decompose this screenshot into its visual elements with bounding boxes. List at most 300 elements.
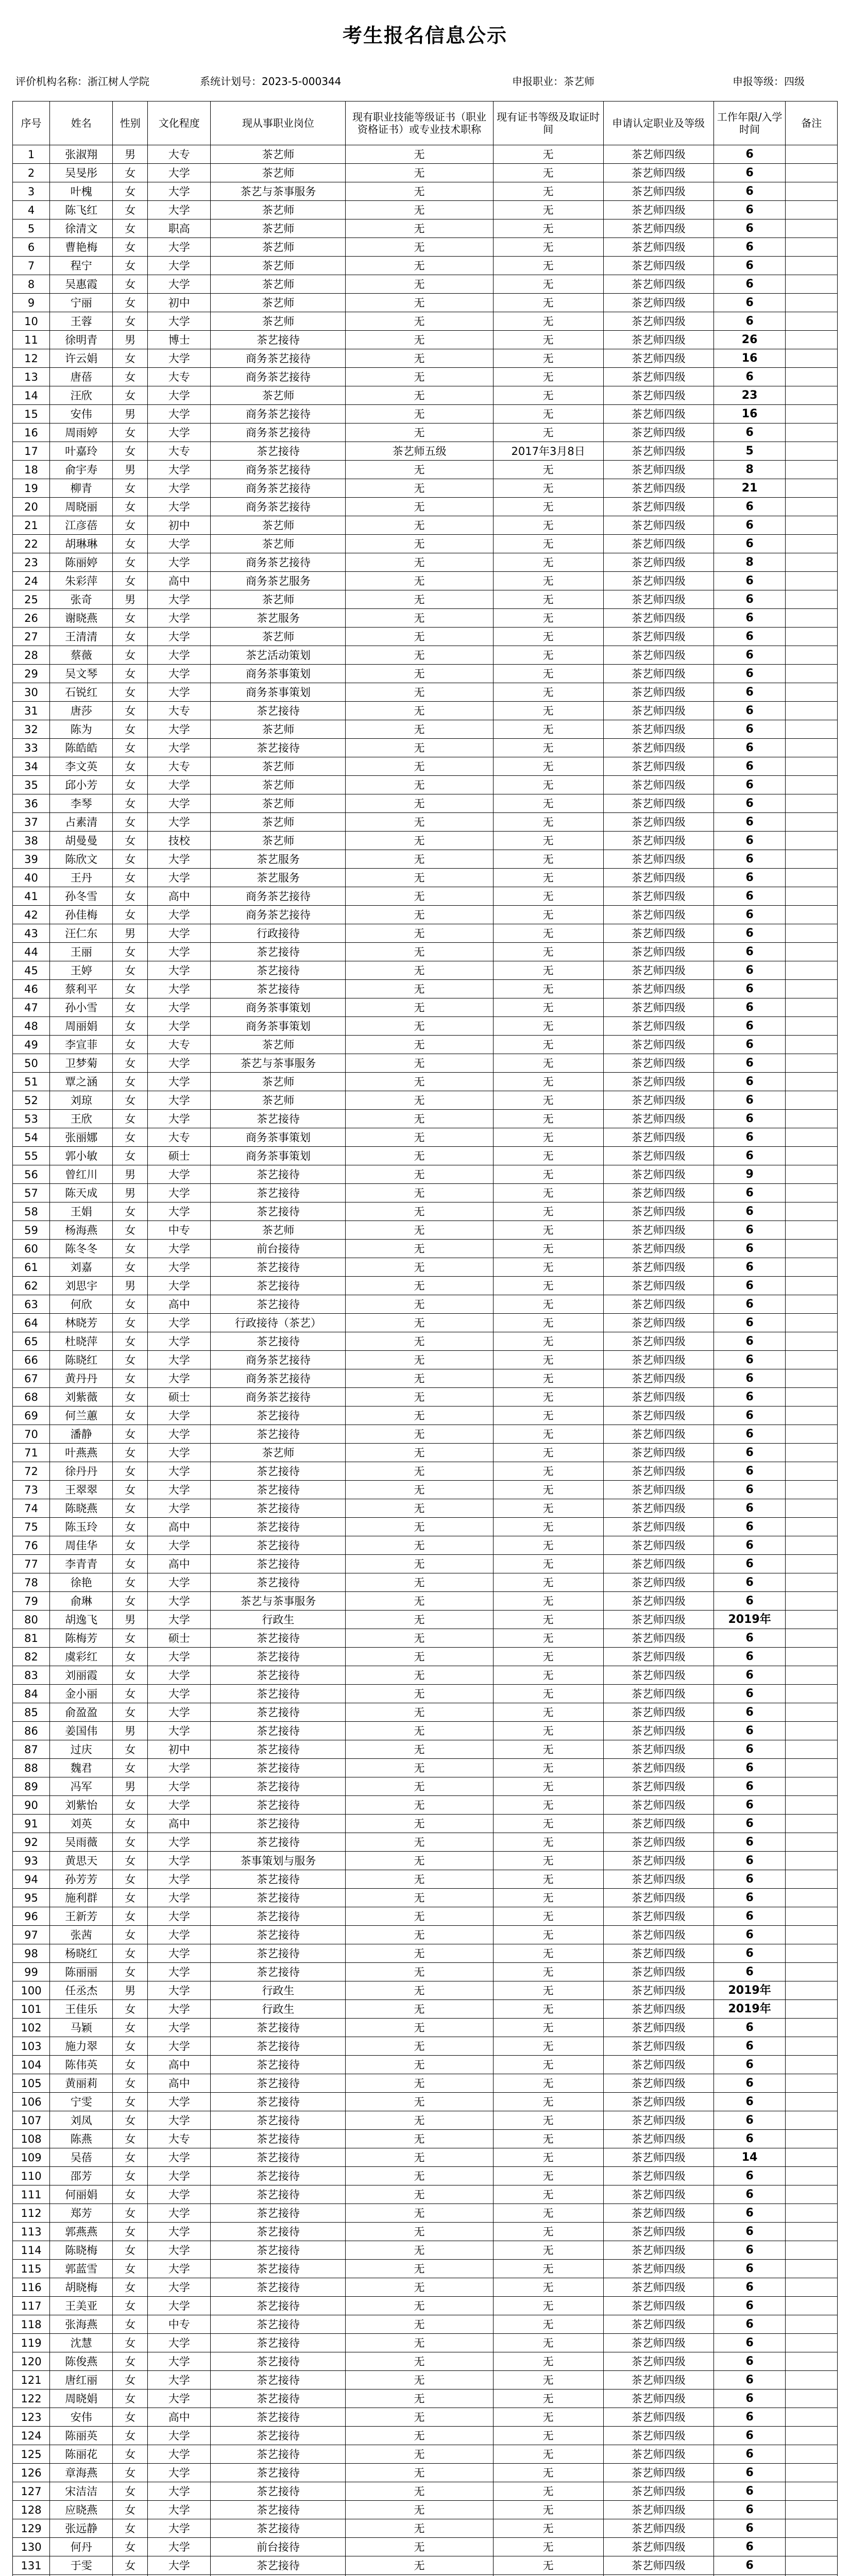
cell-apply-level: 茶艺师四级 bbox=[603, 312, 713, 331]
cell-name: 李宣菲 bbox=[50, 1036, 113, 1054]
cell-gender: 女 bbox=[113, 1314, 148, 1332]
cell-name: 徐丹丹 bbox=[50, 1462, 113, 1481]
cell-index: 41 bbox=[13, 887, 50, 906]
cell-education: 大专 bbox=[148, 757, 211, 776]
cell-remark bbox=[786, 1184, 838, 1202]
cell-education: 大学 bbox=[148, 1870, 211, 1889]
cell-cert-date: 无 bbox=[493, 1703, 603, 1722]
cell-certificate: 无 bbox=[346, 1573, 493, 1592]
table-row bbox=[13, 1277, 838, 1295]
table-row bbox=[13, 386, 838, 405]
cell-remark bbox=[786, 553, 838, 572]
cell-certificate: 无 bbox=[346, 1295, 493, 1314]
cell-years: 6 bbox=[713, 757, 786, 776]
cell-cert-date: 无 bbox=[493, 1666, 603, 1685]
cell-apply-level: 茶艺师四级 bbox=[603, 720, 713, 739]
cell-gender: 女 bbox=[113, 2556, 148, 2575]
cell-gender: 女 bbox=[113, 349, 148, 368]
cell-certificate: 无 bbox=[346, 2371, 493, 2389]
cell-cert-date: 无 bbox=[493, 1036, 603, 1054]
cell-education: 大学 bbox=[148, 498, 211, 516]
table-row bbox=[13, 1332, 838, 1351]
cell-name: 叶燕燕 bbox=[50, 1444, 113, 1462]
cell-years: 6 bbox=[713, 1462, 786, 1481]
cell-index: 116 bbox=[13, 2278, 50, 2297]
cell-index: 127 bbox=[13, 2482, 50, 2501]
cell-index: 81 bbox=[13, 1629, 50, 1648]
cell-education: 高中 bbox=[148, 1518, 211, 1536]
cell-years: 6 bbox=[713, 1963, 786, 1981]
cell-cert-date: 无 bbox=[493, 757, 603, 776]
cell-apply-level: 茶艺师四级 bbox=[603, 386, 713, 405]
cell-gender: 女 bbox=[113, 2519, 148, 2538]
cell-position: 行政生 bbox=[211, 1981, 346, 2000]
cell-index: 79 bbox=[13, 1592, 50, 1611]
cell-remark bbox=[786, 1147, 838, 1165]
cell-years: 6 bbox=[713, 683, 786, 702]
cell-gender: 女 bbox=[113, 1221, 148, 1240]
cell-name: 王蓉 bbox=[50, 312, 113, 331]
cell-position: 茶艺接待 bbox=[211, 1406, 346, 1425]
cell-apply-level: 茶艺师四级 bbox=[603, 238, 713, 257]
cell-education: 大学 bbox=[148, 2501, 211, 2519]
cell-name: 安伟 bbox=[50, 405, 113, 423]
cell-certificate: 无 bbox=[346, 869, 493, 887]
cell-position: 茶艺接待 bbox=[211, 2519, 346, 2538]
cell-cert-date: 无 bbox=[493, 2408, 603, 2427]
cell-position: 商务茶艺接待 bbox=[211, 906, 346, 924]
cell-education: 职高 bbox=[148, 219, 211, 238]
cell-position: 茶艺师 bbox=[211, 386, 346, 405]
cell-index: 76 bbox=[13, 1536, 50, 1555]
table-row bbox=[13, 1926, 838, 1944]
cell-certificate: 无 bbox=[346, 757, 493, 776]
cell-remark bbox=[786, 2093, 838, 2111]
cell-cert-date: 无 bbox=[493, 2389, 603, 2408]
cell-cert-date: 无 bbox=[493, 2167, 603, 2185]
cell-apply-level: 茶艺师四级 bbox=[603, 665, 713, 683]
cell-name: 安伟 bbox=[50, 2408, 113, 2427]
cell-position: 茶艺接待 bbox=[211, 2334, 346, 2352]
cell-years: 6 bbox=[713, 219, 786, 238]
cell-gender: 女 bbox=[113, 2204, 148, 2223]
cell-index: 31 bbox=[13, 702, 50, 720]
cell-years: 6 bbox=[713, 720, 786, 739]
cell-apply-level: 茶艺师四级 bbox=[603, 2093, 713, 2111]
cell-name: 何丽娟 bbox=[50, 2185, 113, 2204]
cell-gender: 女 bbox=[113, 2093, 148, 2111]
cell-name: 于雯 bbox=[50, 2556, 113, 2575]
cell-apply-level: 茶艺师四级 bbox=[603, 2538, 713, 2556]
cell-position: 茶艺接待 bbox=[211, 2260, 346, 2278]
cell-name: 陈欣文 bbox=[50, 850, 113, 869]
cell-certificate: 无 bbox=[346, 2185, 493, 2204]
cell-apply-level: 茶艺师四级 bbox=[603, 1981, 713, 2000]
cell-index: 7 bbox=[13, 257, 50, 275]
cell-name: 王婷 bbox=[50, 961, 113, 980]
cell-index: 114 bbox=[13, 2241, 50, 2260]
cell-gender: 女 bbox=[113, 164, 148, 182]
table-row bbox=[13, 238, 838, 257]
cell-education: 大学 bbox=[148, 2167, 211, 2185]
cell-remark bbox=[786, 1277, 838, 1295]
cell-position: 茶艺接待 bbox=[211, 1462, 346, 1481]
cell-gender: 女 bbox=[113, 906, 148, 924]
cell-remark bbox=[786, 498, 838, 516]
cell-name: 郭蓝雪 bbox=[50, 2260, 113, 2278]
cell-gender: 女 bbox=[113, 386, 148, 405]
cell-cert-date: 无 bbox=[493, 1926, 603, 1944]
cell-remark bbox=[786, 238, 838, 257]
cell-certificate: 无 bbox=[346, 294, 493, 312]
cell-position: 茶艺接待 bbox=[211, 1499, 346, 1518]
cell-name: 蔡利平 bbox=[50, 980, 113, 998]
cell-certificate: 无 bbox=[346, 2167, 493, 2185]
cell-cert-date: 无 bbox=[493, 405, 603, 423]
cell-gender: 男 bbox=[113, 145, 148, 164]
cell-position: 茶艺接待 bbox=[211, 702, 346, 720]
cell-education: 大学 bbox=[148, 1481, 211, 1499]
cell-certificate: 无 bbox=[346, 2297, 493, 2315]
cell-years: 6 bbox=[713, 1685, 786, 1703]
cell-position: 茶艺接待 bbox=[211, 1740, 346, 1759]
cell-position: 茶艺接待 bbox=[211, 2408, 346, 2427]
cell-years: 6 bbox=[713, 257, 786, 275]
cell-certificate: 无 bbox=[346, 1258, 493, 1277]
cell-certificate: 无 bbox=[346, 2093, 493, 2111]
cell-education: 大学 bbox=[148, 164, 211, 182]
cell-apply-level: 茶艺师四级 bbox=[603, 2278, 713, 2297]
cell-gender: 女 bbox=[113, 1202, 148, 1221]
cell-index: 128 bbox=[13, 2501, 50, 2519]
cell-remark bbox=[786, 776, 838, 794]
cell-cert-date: 无 bbox=[493, 2223, 603, 2241]
cell-years: 6 bbox=[713, 312, 786, 331]
cell-remark bbox=[786, 201, 838, 219]
cell-position: 茶艺接待 bbox=[211, 2371, 346, 2389]
cell-apply-level: 茶艺师四级 bbox=[603, 1165, 713, 1184]
cell-remark bbox=[786, 1221, 838, 1240]
table-row bbox=[13, 665, 838, 683]
cell-name: 周晓娟 bbox=[50, 2389, 113, 2408]
cell-certificate: 无 bbox=[346, 479, 493, 498]
cell-cert-date: 无 bbox=[493, 1592, 603, 1611]
cell-name: 过庆 bbox=[50, 1740, 113, 1759]
cell-gender: 女 bbox=[113, 1073, 148, 1091]
cell-position: 茶艺接待 bbox=[211, 2148, 346, 2167]
cell-remark bbox=[786, 1944, 838, 1963]
cell-certificate: 无 bbox=[346, 2334, 493, 2352]
cell-education: 中专 bbox=[148, 1221, 211, 1240]
cell-certificate: 无 bbox=[346, 646, 493, 665]
cell-apply-level: 茶艺师四级 bbox=[603, 2037, 713, 2056]
cell-years: 6 bbox=[713, 2352, 786, 2371]
cell-cert-date: 无 bbox=[493, 164, 603, 182]
cell-certificate: 无 bbox=[346, 1314, 493, 1332]
cell-remark bbox=[786, 739, 838, 757]
cell-certificate: 无 bbox=[346, 1963, 493, 1981]
cell-years: 6 bbox=[713, 2260, 786, 2278]
cell-name: 吴文琴 bbox=[50, 665, 113, 683]
cell-certificate: 无 bbox=[346, 998, 493, 1017]
cell-position: 茶艺接待 bbox=[211, 2389, 346, 2408]
cell-gender: 男 bbox=[113, 590, 148, 609]
cell-apply-level: 茶艺师四级 bbox=[603, 1462, 713, 1481]
cell-gender: 女 bbox=[113, 794, 148, 813]
cell-education: 大学 bbox=[148, 2556, 211, 2575]
cell-cert-date: 无 bbox=[493, 1351, 603, 1369]
table-row bbox=[13, 1481, 838, 1499]
cell-apply-level: 茶艺师四级 bbox=[603, 1518, 713, 1536]
table-row bbox=[13, 2352, 838, 2371]
cell-name: 张丽娜 bbox=[50, 1128, 113, 1147]
cell-name: 吴惠霞 bbox=[50, 275, 113, 294]
cell-education: 大学 bbox=[148, 1777, 211, 1796]
cell-cert-date: 无 bbox=[493, 2241, 603, 2260]
cell-apply-level: 茶艺师四级 bbox=[603, 1944, 713, 1963]
cell-apply-level: 茶艺师四级 bbox=[603, 1444, 713, 1462]
table-row bbox=[13, 1184, 838, 1202]
cell-gender: 女 bbox=[113, 1536, 148, 1555]
cell-education: 大学 bbox=[148, 2111, 211, 2130]
cell-apply-level: 茶艺师四级 bbox=[603, 2556, 713, 2575]
cell-index: 70 bbox=[13, 1425, 50, 1444]
cell-name: 许云娟 bbox=[50, 349, 113, 368]
cell-education: 大学 bbox=[148, 2445, 211, 2464]
col-header-certificate: 现有职业技能等级证书（职业资格证书）或专业技术职称 bbox=[346, 101, 493, 145]
cell-cert-date: 无 bbox=[493, 2037, 603, 2056]
table-row bbox=[13, 2037, 838, 2056]
cell-education: 高中 bbox=[148, 2056, 211, 2074]
cell-apply-level: 茶艺师四级 bbox=[603, 1054, 713, 1073]
cell-education: 硕士 bbox=[148, 1629, 211, 1648]
cell-apply-level: 茶艺师四级 bbox=[603, 1184, 713, 1202]
cell-gender: 男 bbox=[113, 1722, 148, 1740]
cell-certificate: 无 bbox=[346, 2482, 493, 2501]
cell-years: 6 bbox=[713, 998, 786, 1017]
cell-position: 茶艺师 bbox=[211, 590, 346, 609]
table-row bbox=[13, 906, 838, 924]
cell-index: 11 bbox=[13, 331, 50, 349]
cell-education: 大学 bbox=[148, 1073, 211, 1091]
table-row bbox=[13, 794, 838, 813]
cell-position: 茶艺接待 bbox=[211, 2352, 346, 2371]
cell-position: 商务茶艺接待 bbox=[211, 1369, 346, 1388]
cell-certificate: 无 bbox=[346, 1907, 493, 1926]
cell-cert-date: 无 bbox=[493, 1852, 603, 1870]
cell-gender: 女 bbox=[113, 1852, 148, 1870]
cell-name: 孙芳芳 bbox=[50, 1870, 113, 1889]
applicant-table bbox=[12, 101, 838, 2576]
cell-gender: 女 bbox=[113, 1740, 148, 1759]
cell-gender: 男 bbox=[113, 461, 148, 479]
cell-certificate: 无 bbox=[346, 1240, 493, 1258]
cell-certificate: 茶艺师五级 bbox=[346, 442, 493, 461]
cell-apply-level: 茶艺师四级 bbox=[603, 516, 713, 535]
cell-apply-level: 茶艺师四级 bbox=[603, 702, 713, 720]
cell-education: 大学 bbox=[148, 739, 211, 757]
cell-index: 39 bbox=[13, 850, 50, 869]
cell-name: 王新芳 bbox=[50, 1907, 113, 1926]
cell-apply-level: 茶艺师四级 bbox=[603, 1258, 713, 1277]
cell-years: 6 bbox=[713, 1091, 786, 1110]
cell-apply-level: 茶艺师四级 bbox=[603, 1777, 713, 1796]
cell-certificate: 无 bbox=[346, 1091, 493, 1110]
cell-gender: 女 bbox=[113, 201, 148, 219]
cell-name: 胡逸飞 bbox=[50, 1611, 113, 1629]
table-row bbox=[13, 553, 838, 572]
table-row bbox=[13, 1202, 838, 1221]
cell-index: 4 bbox=[13, 201, 50, 219]
cell-gender: 女 bbox=[113, 1907, 148, 1926]
cell-certificate: 无 bbox=[346, 887, 493, 906]
table-row bbox=[13, 1128, 838, 1147]
cell-education: 大学 bbox=[148, 2223, 211, 2241]
cell-gender: 女 bbox=[113, 535, 148, 553]
cell-apply-level: 茶艺师四级 bbox=[603, 1277, 713, 1295]
cell-gender: 女 bbox=[113, 609, 148, 628]
cell-index: 47 bbox=[13, 998, 50, 1017]
cell-index: 40 bbox=[13, 869, 50, 887]
cell-years: 6 bbox=[713, 2482, 786, 2501]
cell-position: 茶艺服务 bbox=[211, 609, 346, 628]
cell-index: 23 bbox=[13, 553, 50, 572]
cell-apply-level: 茶艺师四级 bbox=[603, 1295, 713, 1314]
cell-remark bbox=[786, 1796, 838, 1815]
cell-remark bbox=[786, 2297, 838, 2315]
col-header-remark: 备注 bbox=[786, 101, 838, 145]
cell-cert-date: 无 bbox=[493, 794, 603, 813]
cell-index: 94 bbox=[13, 1870, 50, 1889]
cell-education: 大学 bbox=[148, 1425, 211, 1444]
cell-education: 大学 bbox=[148, 257, 211, 275]
cell-gender: 女 bbox=[113, 2037, 148, 2056]
cell-cert-date: 无 bbox=[493, 1406, 603, 1425]
cell-name: 徐艳 bbox=[50, 1573, 113, 1592]
cell-remark bbox=[786, 1091, 838, 1110]
cell-name: 郭燕燕 bbox=[50, 2223, 113, 2241]
cell-education: 大学 bbox=[148, 2519, 211, 2538]
cell-index: 14 bbox=[13, 386, 50, 405]
cell-remark bbox=[786, 1870, 838, 1889]
cell-remark bbox=[786, 442, 838, 461]
cell-name: 刘嘉 bbox=[50, 1258, 113, 1277]
cell-index: 22 bbox=[13, 535, 50, 553]
cell-apply-level: 茶艺师四级 bbox=[603, 1128, 713, 1147]
cell-position: 商务茶艺接待 bbox=[211, 349, 346, 368]
cell-index: 89 bbox=[13, 1777, 50, 1796]
cell-remark bbox=[786, 757, 838, 776]
cell-education: 大学 bbox=[148, 628, 211, 646]
cell-education: 大学 bbox=[148, 1314, 211, 1332]
cell-name: 应晓燕 bbox=[50, 2501, 113, 2519]
cell-certificate: 无 bbox=[346, 1499, 493, 1518]
table-row bbox=[13, 1110, 838, 1128]
cell-cert-date: 无 bbox=[493, 2093, 603, 2111]
cell-certificate: 无 bbox=[346, 2538, 493, 2556]
cell-apply-level: 茶艺师四级 bbox=[603, 590, 713, 609]
cell-gender: 女 bbox=[113, 1926, 148, 1944]
cell-apply-level: 茶艺师四级 bbox=[603, 145, 713, 164]
cell-name: 邵芳 bbox=[50, 2167, 113, 2185]
cell-apply-level: 茶艺师四级 bbox=[603, 961, 713, 980]
cell-remark bbox=[786, 2241, 838, 2260]
cell-years: 6 bbox=[713, 1425, 786, 1444]
cell-remark bbox=[786, 1555, 838, 1573]
cell-position: 茶艺接待 bbox=[211, 1332, 346, 1351]
cell-years: 14 bbox=[713, 2148, 786, 2167]
table-row bbox=[13, 2315, 838, 2334]
cell-name: 胡曼曼 bbox=[50, 832, 113, 850]
cell-name: 覃之涵 bbox=[50, 1073, 113, 1091]
cell-education: 硕士 bbox=[148, 1147, 211, 1165]
cell-cert-date: 无 bbox=[493, 572, 603, 590]
cell-certificate: 无 bbox=[346, 331, 493, 349]
cell-cert-date: 无 bbox=[493, 1815, 603, 1833]
cell-cert-date: 无 bbox=[493, 2556, 603, 2575]
cell-index: 61 bbox=[13, 1258, 50, 1277]
cell-index: 2 bbox=[13, 164, 50, 182]
cell-years: 6 bbox=[713, 2464, 786, 2482]
cell-years: 6 bbox=[713, 1759, 786, 1777]
cell-name: 徐清文 bbox=[50, 219, 113, 238]
cell-remark bbox=[786, 1369, 838, 1388]
cell-years: 16 bbox=[713, 405, 786, 423]
cell-certificate: 无 bbox=[346, 535, 493, 553]
cell-apply-level: 茶艺师四级 bbox=[603, 2482, 713, 2501]
cell-remark bbox=[786, 887, 838, 906]
cell-years: 6 bbox=[713, 1629, 786, 1648]
cell-cert-date: 无 bbox=[493, 1685, 603, 1703]
cell-education: 大学 bbox=[148, 2389, 211, 2408]
cell-years: 6 bbox=[713, 1852, 786, 1870]
cell-education: 大学 bbox=[148, 980, 211, 998]
table-row bbox=[13, 961, 838, 980]
cell-cert-date: 无 bbox=[493, 553, 603, 572]
cell-gender: 女 bbox=[113, 2223, 148, 2241]
cell-certificate: 无 bbox=[346, 2464, 493, 2482]
cell-position: 茶艺接待 bbox=[211, 961, 346, 980]
cell-certificate: 无 bbox=[346, 1110, 493, 1128]
cell-name: 刘思宇 bbox=[50, 1277, 113, 1295]
cell-index: 43 bbox=[13, 924, 50, 943]
cell-gender: 女 bbox=[113, 683, 148, 702]
cell-education: 大学 bbox=[148, 1907, 211, 1926]
cell-years: 6 bbox=[713, 2111, 786, 2130]
table-row bbox=[13, 1648, 838, 1666]
cell-years: 8 bbox=[713, 553, 786, 572]
cell-index: 30 bbox=[13, 683, 50, 702]
cell-certificate: 无 bbox=[346, 1833, 493, 1852]
cell-cert-date: 无 bbox=[493, 943, 603, 961]
cell-index: 123 bbox=[13, 2408, 50, 2427]
cell-years: 6 bbox=[713, 1240, 786, 1258]
cell-years: 16 bbox=[713, 349, 786, 368]
table-row bbox=[13, 2241, 838, 2260]
cell-years: 6 bbox=[713, 850, 786, 869]
cell-education: 大学 bbox=[148, 2260, 211, 2278]
cell-name: 李文英 bbox=[50, 757, 113, 776]
cell-position: 茶艺接待 bbox=[211, 2037, 346, 2056]
cell-remark bbox=[786, 924, 838, 943]
cell-gender: 女 bbox=[113, 1295, 148, 1314]
cell-years: 6 bbox=[713, 2501, 786, 2519]
cell-position: 行政接待 bbox=[211, 924, 346, 943]
cell-gender: 女 bbox=[113, 757, 148, 776]
cell-position: 茶艺接待 bbox=[211, 1889, 346, 1907]
cell-remark bbox=[786, 219, 838, 238]
cell-position: 茶艺师 bbox=[211, 1444, 346, 1462]
